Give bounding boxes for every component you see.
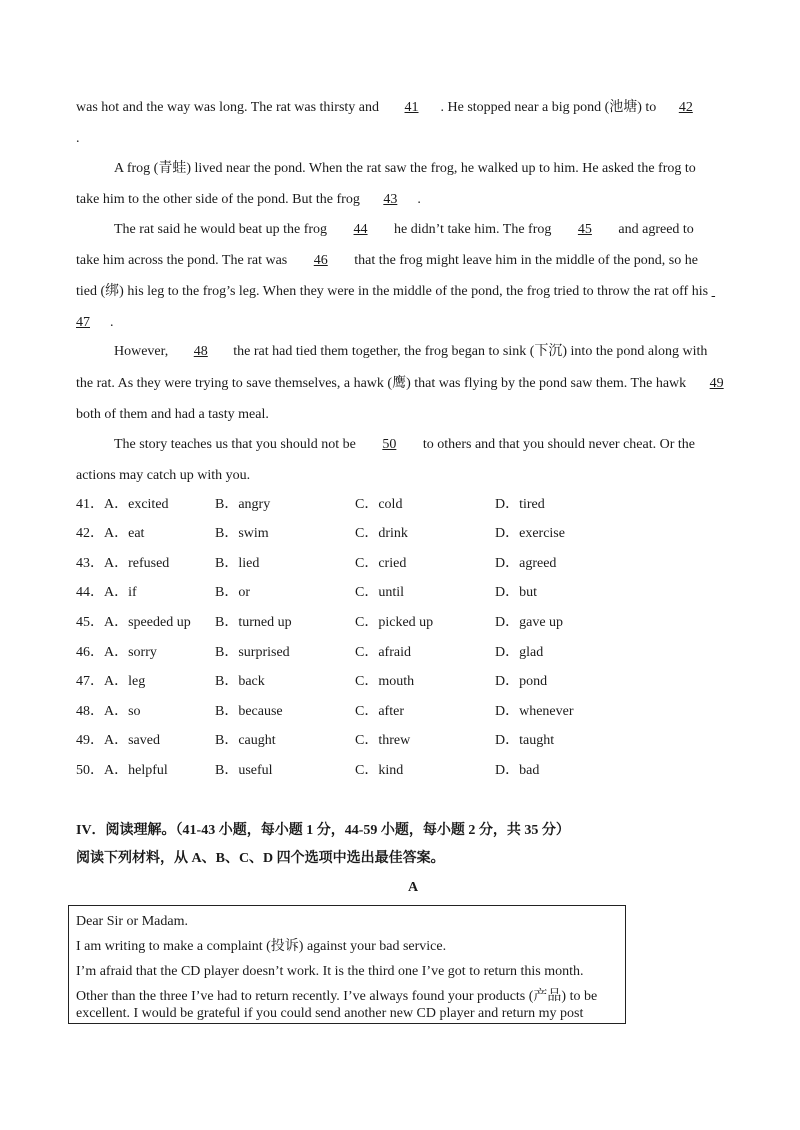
passage-line: actions may catch up with you. — [76, 468, 251, 483]
passage-line: . — [76, 131, 80, 146]
option-c[interactable]: C．cried — [355, 556, 407, 571]
option-d[interactable]: D．gave up — [495, 615, 564, 630]
option-c[interactable]: C．cold — [355, 497, 403, 512]
blank-44: 44 — [353, 222, 368, 237]
option-d[interactable]: D．taught — [495, 733, 555, 748]
option-b[interactable]: B．turned up — [215, 615, 292, 630]
letter-line: I’m afraid that the CD player doesn’t work. It is the third one I’ve got to return this month. — [76, 964, 584, 979]
blank-46: 46 — [313, 253, 328, 268]
passage-line: the rat. As they were trying to save themselves, a hawk (鹰) that was flying by the pond saw them. The hawk 49 — [76, 376, 724, 391]
question-number: 44． — [76, 585, 104, 600]
option-b[interactable]: B．useful — [215, 763, 273, 778]
option-a[interactable]: A．excited — [104, 497, 169, 512]
option-a[interactable]: A．refused — [104, 556, 170, 571]
passage-line: both of them and had a tasty meal. — [76, 407, 269, 422]
option-b[interactable]: B．lied — [215, 556, 260, 571]
blank-50: 50 — [382, 437, 397, 452]
option-b[interactable]: B．surprised — [215, 645, 290, 660]
option-a[interactable]: A．leg — [104, 674, 146, 689]
option-c[interactable]: C．after — [355, 704, 404, 719]
option-d[interactable]: D．but — [495, 585, 537, 600]
blank-47: 47 — [76, 315, 90, 330]
option-c[interactable]: C．until — [355, 585, 405, 600]
passage-line: The story teaches us that you should not be 50 to others and that you should never cheat. Or the — [114, 437, 695, 452]
option-d[interactable]: D．glad — [495, 645, 544, 660]
option-a[interactable]: A．helpful — [104, 763, 168, 778]
passage-line: 47 . — [76, 315, 114, 330]
blank-41: 41 — [404, 100, 419, 115]
blank-43: 43 — [383, 192, 398, 207]
option-c[interactable]: C．drink — [355, 526, 408, 541]
letter-box — [68, 905, 626, 1024]
question-number: 42． — [76, 526, 104, 541]
letter-line: I am writing to make a complaint (投诉) against your bad service. — [76, 939, 447, 954]
option-a[interactable]: A．eat — [104, 526, 145, 541]
question-number: 49． — [76, 733, 104, 748]
option-a[interactable]: A．sorry — [104, 645, 157, 660]
option-b[interactable]: B．back — [215, 674, 265, 689]
question-number: 45． — [76, 615, 104, 630]
option-c[interactable]: C．picked up — [355, 615, 434, 630]
passage-line: However, 48 the rat had tied them together, the frog began to sink (下沉) into the pond along with — [114, 344, 708, 359]
option-d[interactable]: D．agreed — [495, 556, 557, 571]
option-b[interactable]: B．angry — [215, 497, 271, 512]
blank-45: 45 — [577, 222, 592, 237]
option-a[interactable]: A．saved — [104, 733, 160, 748]
passage-line: tied (绑) his leg to the frog’s leg. When they were in the middle of the pond, the frog tried to throw the rat off his — [76, 284, 709, 299]
blank-42: 42 — [678, 100, 693, 115]
passage-line: take him across the pond. The rat was 46 that the frog might leave him in the middle of the pond, so he — [76, 253, 698, 268]
letter-line: Other than the three I’ve had to return recently. I’ve always found your products (产品) to be — [76, 989, 598, 1004]
option-b[interactable]: B．swim — [215, 526, 269, 541]
option-b[interactable]: B．caught — [215, 733, 276, 748]
question-number: 41． — [76, 497, 104, 512]
option-b[interactable]: B．or — [215, 585, 250, 600]
question-number: 50． — [76, 763, 104, 778]
option-c[interactable]: C．afraid — [355, 645, 411, 660]
passage-line: was hot and the way was long. The rat was thirsty and 41 . He stopped near a big pond (池塘) to 42 — [76, 99, 712, 117]
passage-line: The rat said he would beat up the frog 44 he didn’t take him. The frog 45 and agreed to — [114, 222, 694, 237]
section-instruction: 阅读下列材料，从 A、B、C、D 四个选项中选出最佳答案。 — [76, 851, 445, 866]
option-c[interactable]: C．kind — [355, 763, 404, 778]
part-label: A — [408, 880, 419, 895]
blank-48: 48 — [193, 344, 208, 359]
question-number: 48． — [76, 704, 104, 719]
question-number: 46． — [76, 645, 104, 660]
passage-line: A frog (青蛙) lived near the pond. When the rat saw the frog, he walked up to him. He asked the frog to — [114, 161, 696, 176]
option-d[interactable]: D．bad — [495, 763, 540, 778]
option-a[interactable]: A．so — [104, 704, 141, 719]
option-d[interactable]: D．tired — [495, 497, 545, 512]
passage-line: take him to the other side of the pond. But the frog 43 . — [76, 192, 421, 207]
option-d[interactable]: D．whenever — [495, 704, 574, 719]
section-heading: IV．阅读理解。（41-43 小题，每小题 1 分，44-59 小题，每小题 2 分，共 35 分） — [76, 823, 570, 838]
option-b[interactable]: B．because — [215, 704, 283, 719]
blank-49: 49 — [709, 376, 724, 391]
option-a[interactable]: A．speeded up — [104, 615, 191, 630]
option-a[interactable]: A．if — [104, 585, 137, 600]
option-d[interactable]: D．exercise — [495, 526, 565, 541]
question-number: 43． — [76, 556, 104, 571]
question-number: 47． — [76, 674, 104, 689]
letter-line: Dear Sir or Madam. — [76, 914, 188, 929]
option-c[interactable]: C．mouth — [355, 674, 415, 689]
option-d[interactable]: D．pond — [495, 674, 548, 689]
option-c[interactable]: C．threw — [355, 733, 411, 748]
letter-line: excellent. I would be grateful if you could send another new CD player and return my post — [76, 1006, 584, 1021]
